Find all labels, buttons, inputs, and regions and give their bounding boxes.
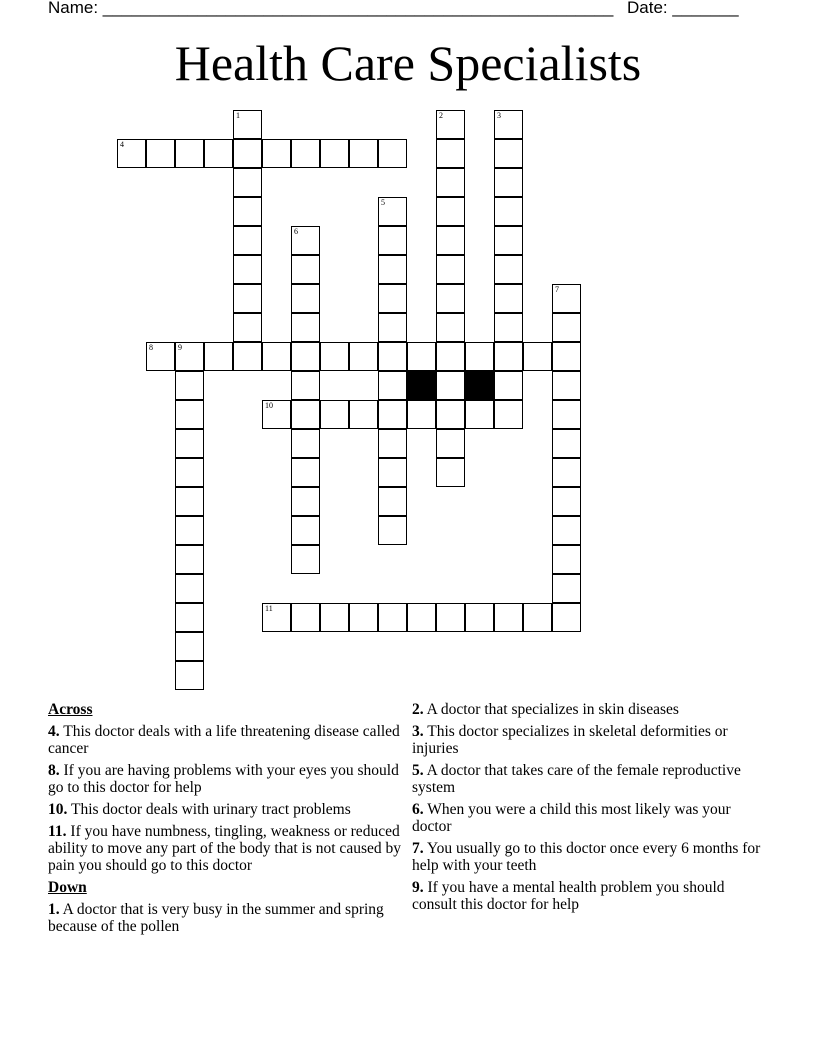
cell-number: 9 [178, 343, 182, 352]
page-title: Health Care Specialists [174, 35, 642, 91]
grid-cell[interactable] [436, 400, 465, 429]
grid-cell[interactable] [436, 458, 465, 487]
grid-cell[interactable] [436, 342, 465, 371]
grid-cell[interactable] [233, 284, 262, 313]
grid-cell[interactable] [291, 139, 320, 168]
clue-item [48, 762, 408, 796]
clue-item [48, 823, 408, 874]
cell-number: 5 [381, 198, 385, 207]
clue-number: 9. [412, 879, 424, 896]
clue-text: You usually go to this doctor once every 6 months for help with your teeth [412, 840, 761, 874]
clue-number: 8. [48, 762, 60, 779]
grid-cell[interactable] [175, 371, 204, 400]
cell-number: 3 [497, 111, 501, 120]
grid-cell[interactable] [291, 226, 320, 255]
grid-cell[interactable] [552, 516, 581, 545]
grid-cell[interactable] [494, 284, 523, 313]
grid-cell[interactable] [407, 342, 436, 371]
grid-cell[interactable] [552, 284, 581, 313]
grid-cell[interactable] [552, 603, 581, 632]
grid-cell[interactable] [407, 400, 436, 429]
date-field[interactable]: Date: _______ [627, 0, 739, 17]
across-heading: Across [48, 701, 93, 718]
grid-cell[interactable] [175, 400, 204, 429]
black-cell [465, 371, 494, 400]
grid-cell[interactable] [494, 110, 523, 139]
clue-text: A doctor that takes care of the female reproductive system [412, 762, 741, 796]
grid-cell[interactable] [291, 371, 320, 400]
clue-text: If you are having problems with your eyes you should go to this doctor for help [48, 762, 399, 796]
grid-cell[interactable] [291, 342, 320, 371]
grid-cell[interactable] [291, 603, 320, 632]
grid-cell[interactable] [378, 255, 407, 284]
grid-cell[interactable] [262, 342, 291, 371]
grid-cell[interactable] [175, 487, 204, 516]
grid-cell[interactable] [378, 139, 407, 168]
cell-number: 6 [294, 227, 298, 236]
grid-cell[interactable] [523, 342, 552, 371]
cell-number: 10 [265, 401, 273, 410]
grid-cell[interactable] [552, 574, 581, 603]
grid-cell[interactable] [291, 545, 320, 574]
grid-cell[interactable] [320, 400, 349, 429]
grid-cell[interactable] [552, 545, 581, 574]
grid-cell[interactable] [378, 371, 407, 400]
grid-cell[interactable] [233, 255, 262, 284]
clue-item [412, 723, 772, 757]
grid-cell[interactable] [552, 342, 581, 371]
grid-cell[interactable] [320, 342, 349, 371]
grid-cell[interactable] [436, 371, 465, 400]
grid-cell[interactable] [233, 342, 262, 371]
grid-cell[interactable] [552, 371, 581, 400]
grid-cell[interactable] [436, 226, 465, 255]
clue-item [48, 801, 408, 818]
clue-text: A doctor that specializes in skin diseases [426, 701, 679, 718]
grid-cell[interactable] [436, 603, 465, 632]
clue-text: This doctor specializes in skeletal deformities or injuries [412, 723, 728, 757]
cell-number: 7 [555, 285, 559, 294]
grid-cell[interactable] [175, 342, 204, 371]
cell-number: 4 [120, 140, 124, 149]
grid-cell[interactable] [407, 603, 436, 632]
grid-cell[interactable] [494, 139, 523, 168]
clues-column-left [48, 701, 408, 940]
cell-number: 1 [236, 111, 240, 120]
grid-cell[interactable] [436, 110, 465, 139]
grid-cell[interactable] [436, 168, 465, 197]
grid-cell[interactable] [291, 284, 320, 313]
grid-cell[interactable] [436, 139, 465, 168]
grid-cell[interactable] [552, 429, 581, 458]
grid-cell[interactable] [378, 400, 407, 429]
grid-cell[interactable] [320, 139, 349, 168]
clue-number: 1. [48, 901, 60, 918]
grid-cell[interactable] [465, 400, 494, 429]
clue-item [412, 801, 772, 835]
grid-cell[interactable] [175, 458, 204, 487]
grid-cell[interactable] [378, 516, 407, 545]
grid-cell[interactable] [262, 603, 291, 632]
grid-cell[interactable] [349, 603, 378, 632]
grid-cell[interactable] [233, 110, 262, 139]
clue-number: 3. [412, 723, 424, 740]
grid-cell[interactable] [494, 400, 523, 429]
clue-text: When you were a child this most likely was your doctor [412, 801, 731, 835]
clue-item [412, 762, 772, 796]
grid-cell[interactable] [291, 429, 320, 458]
grid-cell[interactable] [465, 342, 494, 371]
clue-number: 6. [412, 801, 424, 818]
grid-cell[interactable] [175, 603, 204, 632]
clue-text: This doctor deals with urinary tract problems [70, 801, 351, 818]
grid-cell[interactable] [378, 603, 407, 632]
grid-cell[interactable] [233, 197, 262, 226]
clue-text: If you have numbness, tingling, weakness or reduced ability to move any part of the body that is not caused by pain you should go to this doctor [48, 823, 401, 874]
grid-cell[interactable] [494, 168, 523, 197]
grid-cell[interactable] [378, 458, 407, 487]
grid-cell[interactable] [291, 458, 320, 487]
grid-cell[interactable] [552, 487, 581, 516]
clue-number: 4. [48, 723, 60, 740]
cell-number: 11 [265, 604, 273, 613]
grid-cell[interactable] [436, 313, 465, 342]
name-field[interactable]: Name: ______________________________________________________ [48, 0, 614, 17]
grid-cell[interactable] [349, 400, 378, 429]
grid-cell[interactable] [233, 226, 262, 255]
clues-column-right [412, 701, 772, 918]
grid-cell[interactable] [291, 313, 320, 342]
cell-number: 8 [149, 343, 153, 352]
grid-cell[interactable] [291, 400, 320, 429]
grid-cell[interactable] [436, 284, 465, 313]
grid-cell[interactable] [117, 139, 146, 168]
grid-cell[interactable] [175, 429, 204, 458]
grid-cell[interactable] [378, 342, 407, 371]
grid-cell[interactable] [175, 139, 204, 168]
grid-cell[interactable] [349, 139, 378, 168]
clue-item [412, 879, 772, 913]
grid-cell[interactable] [465, 603, 494, 632]
grid-cell[interactable] [291, 255, 320, 284]
grid-cell[interactable] [262, 139, 291, 168]
grid-cell[interactable] [494, 371, 523, 400]
grid-cell[interactable] [378, 284, 407, 313]
grid-cell[interactable] [552, 458, 581, 487]
grid-cell[interactable] [378, 313, 407, 342]
clue-text: If you have a mental health problem you should consult this doctor for help [412, 879, 725, 913]
down-heading: Down [48, 879, 87, 896]
clue-item [48, 723, 408, 757]
grid-cell[interactable] [175, 574, 204, 603]
grid-cell[interactable] [494, 255, 523, 284]
grid-cell[interactable] [523, 603, 552, 632]
grid-cell[interactable] [494, 313, 523, 342]
grid-cell[interactable] [378, 429, 407, 458]
grid-cell[interactable] [233, 139, 262, 168]
grid-cell[interactable] [494, 603, 523, 632]
grid-cell[interactable] [378, 197, 407, 226]
grid-cell[interactable] [378, 487, 407, 516]
clue-number: 5. [412, 762, 424, 779]
clue-item [412, 701, 772, 718]
clue-number: 10. [48, 801, 68, 818]
grid-cell[interactable] [204, 342, 233, 371]
grid-cell[interactable] [146, 342, 175, 371]
grid-cell[interactable] [552, 400, 581, 429]
grid-cell[interactable] [262, 400, 291, 429]
cell-number: 2 [439, 111, 443, 120]
clue-number: 2. [412, 701, 424, 718]
grid-cell[interactable] [349, 342, 378, 371]
grid-cell[interactable] [320, 603, 349, 632]
clue-number: 7. [412, 840, 424, 857]
clue-text: A doctor that is very busy in the summer and spring because of the pollen [48, 901, 384, 935]
grid-cell[interactable] [233, 168, 262, 197]
clue-item [412, 840, 772, 874]
grid-cell[interactable] [494, 197, 523, 226]
clue-number: 11. [48, 823, 67, 840]
grid-cell[interactable] [175, 632, 204, 661]
black-cell [407, 371, 436, 400]
grid-cell[interactable] [233, 313, 262, 342]
grid-cell[interactable] [552, 313, 581, 342]
grid-cell[interactable] [175, 661, 204, 690]
grid-cell[interactable] [494, 342, 523, 371]
grid-cell[interactable] [436, 255, 465, 284]
grid-cell[interactable] [436, 429, 465, 458]
grid-cell[interactable] [436, 197, 465, 226]
grid-cell[interactable] [378, 226, 407, 255]
grid-cell[interactable] [175, 516, 204, 545]
grid-cell[interactable] [494, 226, 523, 255]
clue-item [48, 901, 408, 935]
grid-cell[interactable] [291, 516, 320, 545]
grid-cell[interactable] [146, 139, 175, 168]
grid-cell[interactable] [204, 139, 233, 168]
grid-cell[interactable] [291, 487, 320, 516]
clue-text: This doctor deals with a life threatening disease called cancer [48, 723, 400, 757]
grid-cell[interactable] [175, 545, 204, 574]
